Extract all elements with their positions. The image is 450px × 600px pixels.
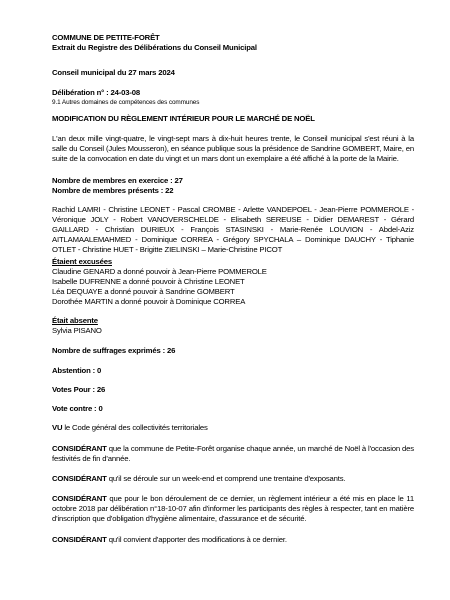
considerant-keyword: CONSIDÉRANT: [52, 535, 107, 544]
vu-text: le Code général des collectivités territoriales: [62, 423, 208, 432]
considerant-paragraph: [52, 444, 414, 464]
absent-title: Était absente: [52, 316, 98, 325]
absent-name: Sylvia PISANO: [52, 326, 102, 335]
subject-title: MODIFICATION DU RÈGLEMENT INTÉRIEUR POUR LE MARCHÉ DE NOËL: [52, 114, 315, 123]
votes-cast: Nombre de suffrages exprimés : 26: [52, 346, 176, 355]
considerant-text: qu'il convient d'apporter des modifications à ce dernier.: [106, 535, 287, 544]
commune-heading: COMMUNE DE PETITE-FORÊT: [52, 33, 160, 42]
present-members-list: Rachid LAMRI - Christine LEONET - Pascal CROMBE - Arlette VANDEPOEL - Jean-Pierre POMMEROLE - Véronique JOLY - Robert VANOVERSCHELDE - Elisabeth SEREUSE - Didier DEMAREST - Gérard GAILLARD - Christian DURIEUX - François STASINSKI - Marie-Renée LOUVION - Abdel-Aziz AITLAMAALEMAHMED - Dominique CORREA - Grégory SPYCHALA – Dominique DAUCHY - Tiphanie OTLET - Christine HUET - Brigitte ZIELINSKI – Marie-Christine PICOT: [52, 205, 414, 254]
considerant-paragraph: [52, 474, 414, 484]
excused-item: Claudine GENARD a donné pouvoir à Jean-Pierre POMMEROLE: [52, 267, 267, 276]
council-date: Conseil municipal du 27 mars 2024: [52, 68, 175, 77]
votes-against: Vote contre : 0: [52, 404, 103, 413]
excused-title: Étaient excusées: [52, 257, 112, 266]
excused-item: Isabelle DUFRENNE a donné pouvoir à Christine LEONET: [52, 277, 245, 286]
considerant-keyword: CONSIDÉRANT: [52, 474, 107, 483]
considerant-paragraph: [52, 535, 414, 545]
considerant-text: que la commune de Petite-Forêt organise chaque année, un marché de Noël à l'occasion des festivités de fin d'année.: [52, 444, 414, 463]
considerant-text: que pour le bon déroulement de ce dernier, un règlement intérieur a été mis en place le 11 octobre 2018 par délibération n°18-10-07 afin d'informer les participants des règles à respecter, tant en matière d'inscription que d'obligation d'hygiène alimentaire, d'assurance et de sécurité.: [52, 494, 414, 523]
deliberation-number: Délibération n° : 24-03-08: [52, 88, 141, 97]
excused-list: [52, 267, 414, 307]
members-present: Nombre de membres présents : 22: [52, 186, 174, 195]
register-extract-heading: Extrait du Registre des Délibérations du Conseil Municipal: [52, 43, 257, 52]
considerant-paragraph: [52, 494, 414, 524]
vu-keyword: VU: [52, 423, 63, 432]
considerant-keyword: CONSIDÉRANT: [52, 444, 107, 453]
considerant-keyword: CONSIDÉRANT: [52, 494, 107, 503]
excused-item: Dorothée MARTIN a donné pouvoir à Dominique CORREA: [52, 297, 246, 306]
members-in-office: Nombre de membres en exercice : 27: [52, 176, 183, 185]
considerant-text: qu'il se déroule sur un week-end et comprend une trentaine d'exposants.: [106, 474, 346, 483]
excused-item: Léa DEQUAYE a donné pouvoir à Sandrine GOMBERT: [52, 287, 235, 296]
intro-paragraph: L'an deux mille vingt-quatre, le vingt-sept mars à dix-huit heures trente, le Conseil municipal s'est réuni à la salle du Conseil (Jules Mousseron), en séance publique sous la présidence de Sandrine GOMBERT, Maire, en suite de la convocation en date du vingt et un mars dont un exemplaire a été affiché à la porte de la Mairie.: [52, 134, 414, 163]
votes-abstention: Abstention : 0: [52, 366, 102, 375]
votes-for: Votes Pour : 26: [52, 385, 106, 394]
domain-code: 9.1 Autres domaines de compétences des communes: [52, 99, 200, 106]
vu-paragraph: [52, 423, 414, 433]
